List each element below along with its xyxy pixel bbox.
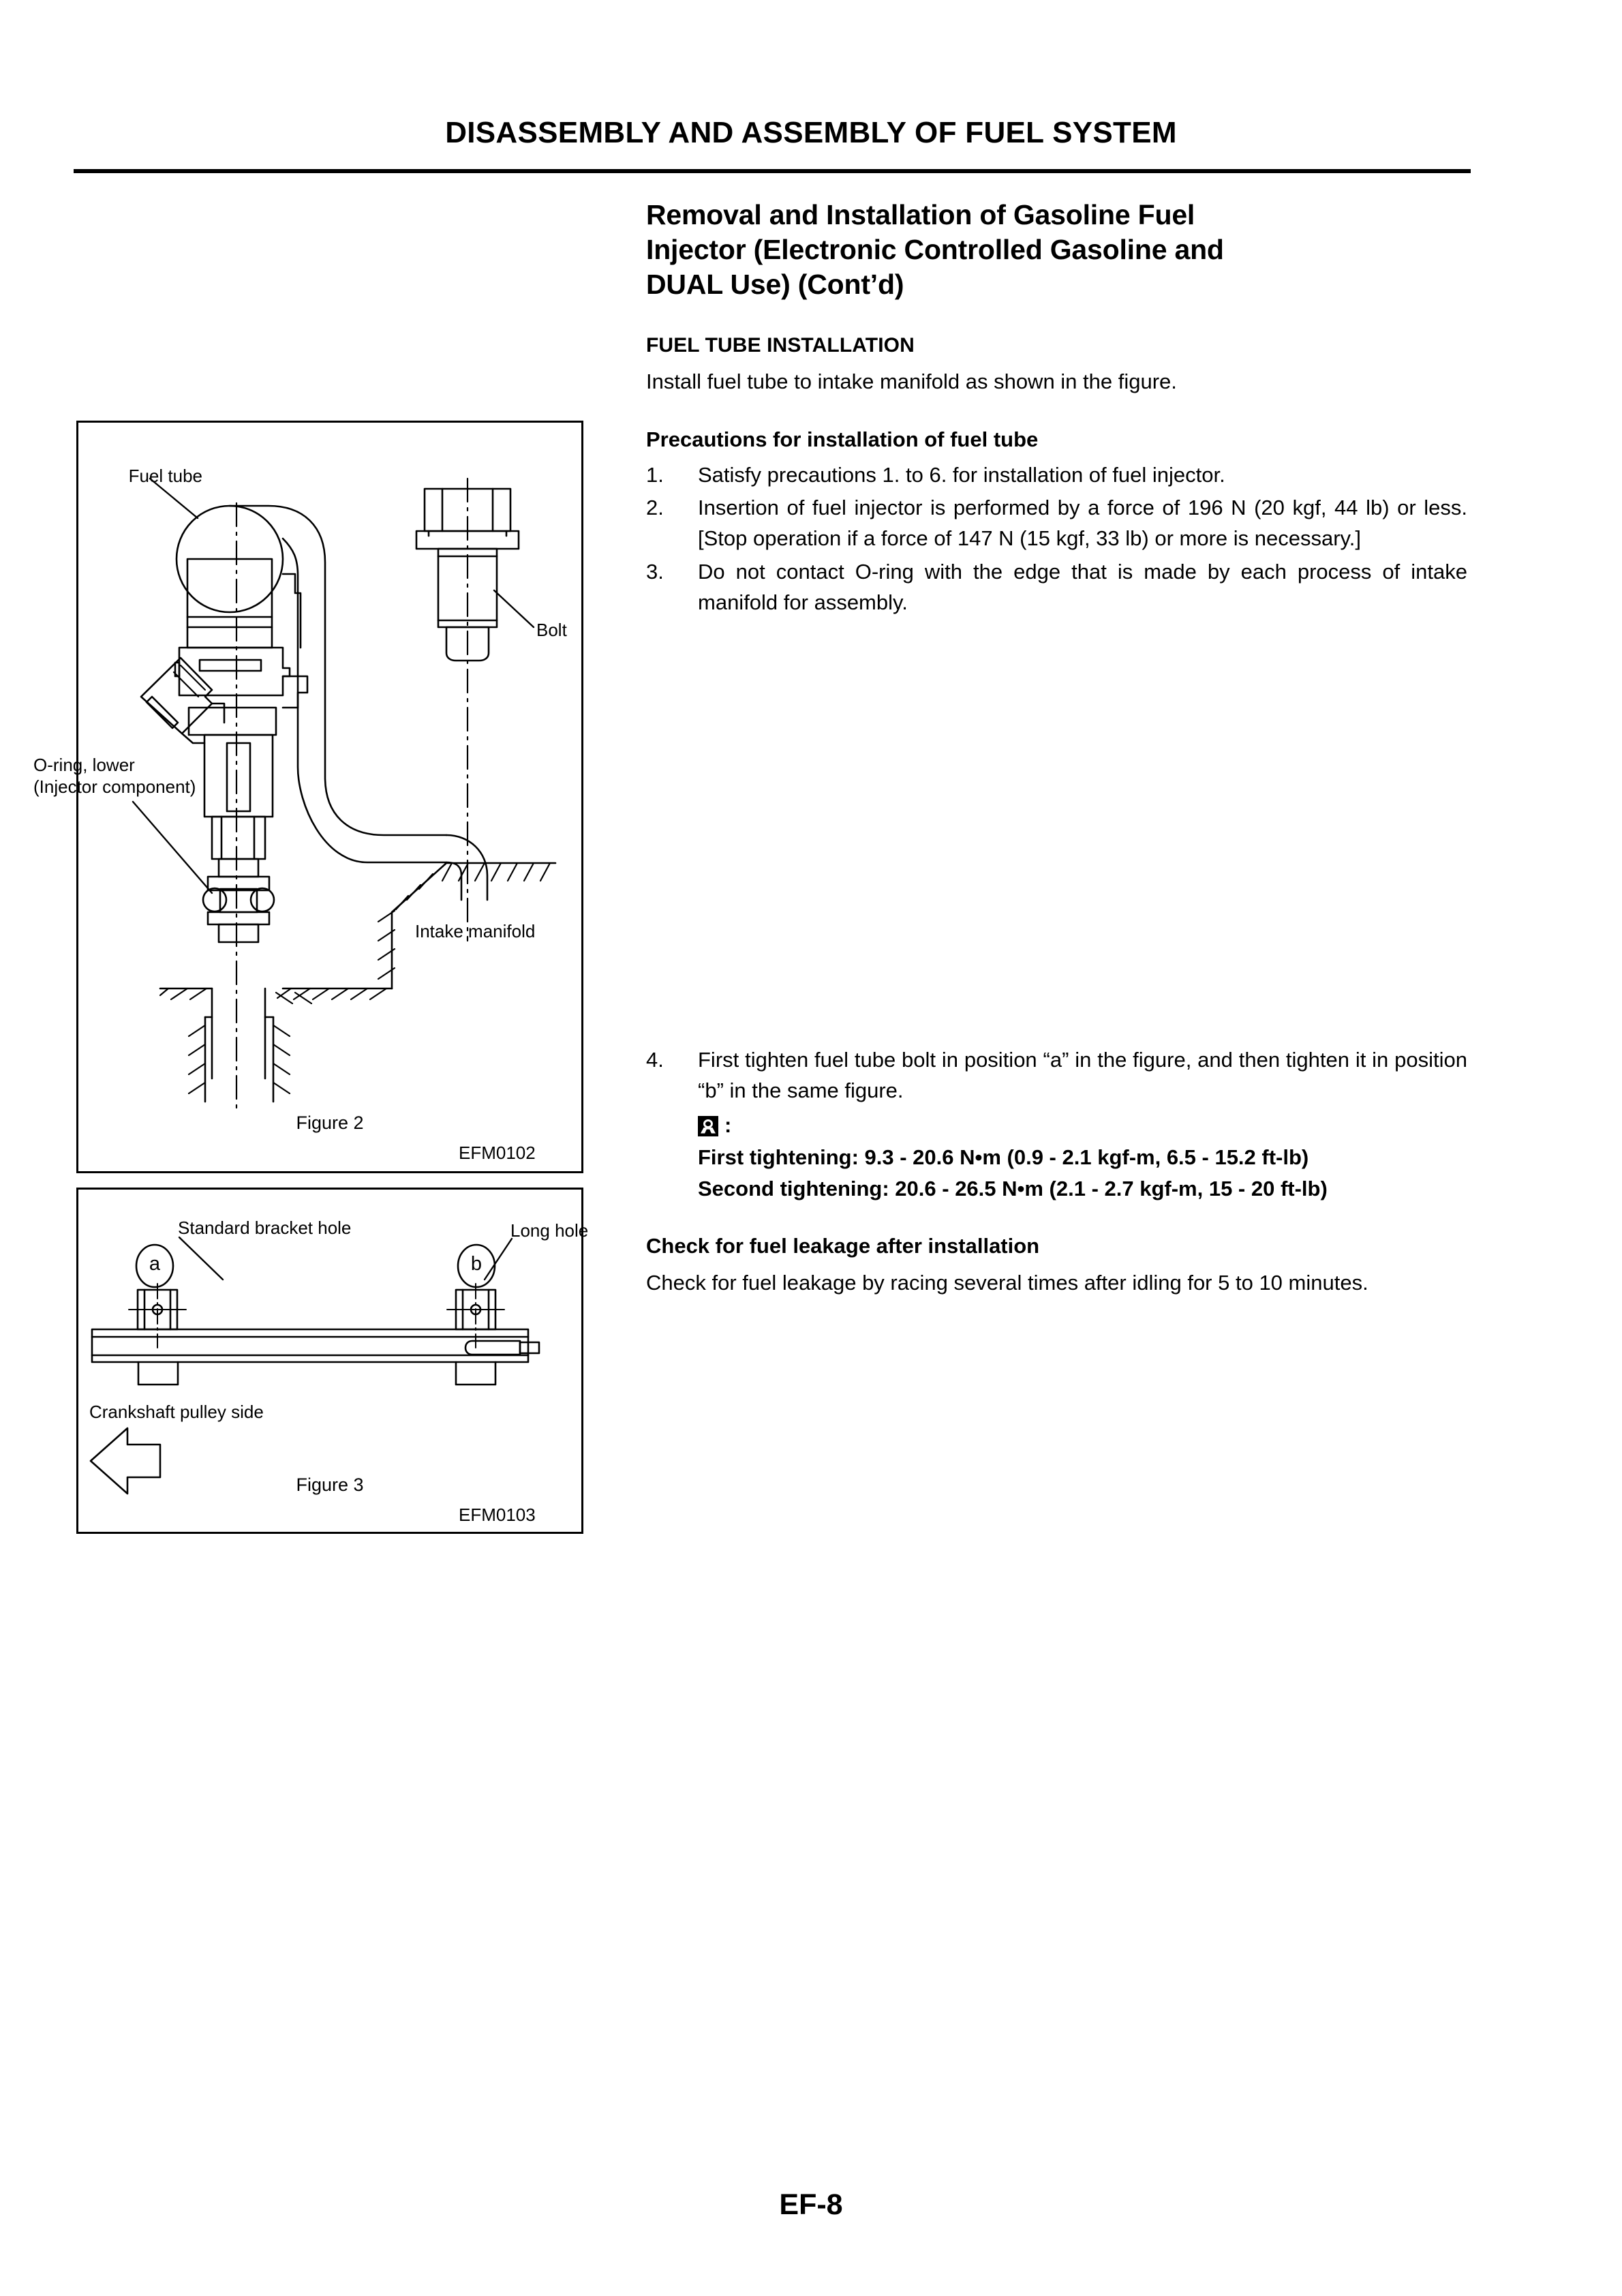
- figure-3-label-standard-bracket-hole: Standard bracket hole: [178, 1218, 352, 1238]
- list-item-number: 4.: [646, 1048, 664, 1072]
- list-item: [646, 557, 1467, 618]
- figure-3-code: EFM0103: [459, 1505, 536, 1525]
- figure-3-label-long-hole: Long hole: [510, 1220, 589, 1241]
- figure-3-callout-a: a: [149, 1253, 161, 1275]
- leakage-check-text: Check for fuel leakage by racing several times after idling for 5 to 10 minutes.: [646, 1271, 1368, 1295]
- list-item-text: Do not contact O-ring with the edge that is made by each process of intake manifold for assembly.: [698, 560, 1467, 615]
- list-item-number: 2.: [646, 496, 664, 520]
- figure-2-caption: Figure 2: [296, 1113, 364, 1133]
- figure-2-label-oring-line1: O-ring, lower: [33, 755, 135, 775]
- page-header: [0, 116, 1622, 150]
- torque-wrench-icon: [698, 1116, 718, 1136]
- figure-3-callout-b: b: [470, 1253, 483, 1275]
- subheading-fuel-tube-installation: FUEL TUBE INSTALLATION: [646, 334, 915, 357]
- section-title: [646, 198, 1467, 301]
- section-title-line-1: Removal and Installation of Gasoline Fuel: [646, 199, 1195, 230]
- list-item: [646, 493, 1467, 554]
- list-item: [646, 1045, 1467, 1204]
- figure-2-label-bolt: Bolt: [536, 620, 567, 640]
- second-tightening-spec: Second tightening: 20.6 - 26.5 N•m (2.1 - 2.7 kgf-m, 15 - 20 ft-lb): [698, 1177, 1328, 1201]
- precautions-list: [646, 460, 1467, 619]
- figure-3-panel: [76, 1188, 589, 1534]
- figure-2-label-oring-lower: [33, 754, 251, 798]
- figure-2-panel: [33, 421, 583, 1173]
- subheading-check-leakage: Check for fuel leakage after installation: [646, 1234, 1040, 1258]
- subheading-precautions: Precautions for installation of fuel tube: [646, 427, 1039, 451]
- list-item-text: First tighten fuel tube bolt in position “a” in the figure, and then tighten it in position “b” in the same figure.: [698, 1048, 1467, 1103]
- column-gap-spacer: [646, 618, 1467, 1037]
- tightening-list: [646, 1045, 1467, 1204]
- header-divider-rule: [74, 169, 1471, 173]
- page-footer: [0, 2188, 1622, 2222]
- figure-2-label-fuel-tube: Fuel tube: [128, 466, 202, 486]
- first-tightening-spec: First tightening: 9.3 - 20.6 N•m (0.9 - 2.1 kgf-m, 6.5 - 15.2 ft-lb): [698, 1145, 1309, 1169]
- figure-3-caption: Figure 3: [296, 1475, 364, 1495]
- figure-2-label-intake-manifold: Intake manifold: [415, 921, 536, 941]
- figure-2-code: EFM0102: [459, 1143, 536, 1163]
- page-header-title: DISASSEMBLY AND ASSEMBLY OF FUEL SYSTEM: [445, 116, 1177, 149]
- section-title-line-2: Injector (Electronic Controlled Gasoline and: [646, 233, 1224, 265]
- list-item: [646, 460, 1467, 491]
- torque-spec-block: [698, 1111, 1467, 1204]
- page-number: EF-8: [779, 2188, 843, 2221]
- figure-2-label-oring-line2: (Injector component): [33, 776, 196, 798]
- list-item-number: 1.: [646, 462, 664, 487]
- list-item-text: Satisfy precautions 1. to 6. for installation of fuel injector.: [698, 462, 1225, 487]
- torque-colon: :: [724, 1113, 732, 1138]
- torque-icon-row: [698, 1111, 1467, 1141]
- list-item-text: Insertion of fuel injector is performed by a force of 196 N (20 kgf, 44 lb) or less. [Stop operation if a force of 147 N (15 kgf, 33 lb) or more is necessary.]: [698, 496, 1467, 551]
- figure-3-label-crankshaft-pulley-side: Crankshaft pulley side: [89, 1402, 264, 1422]
- main-text-column: [646, 198, 1467, 1298]
- section-title-line-3: DUAL Use) (Cont’d): [646, 268, 904, 300]
- list-item-number: 3.: [646, 560, 664, 584]
- install-instruction-text: Install fuel tube to intake manifold as shown in the figure.: [646, 369, 1177, 394]
